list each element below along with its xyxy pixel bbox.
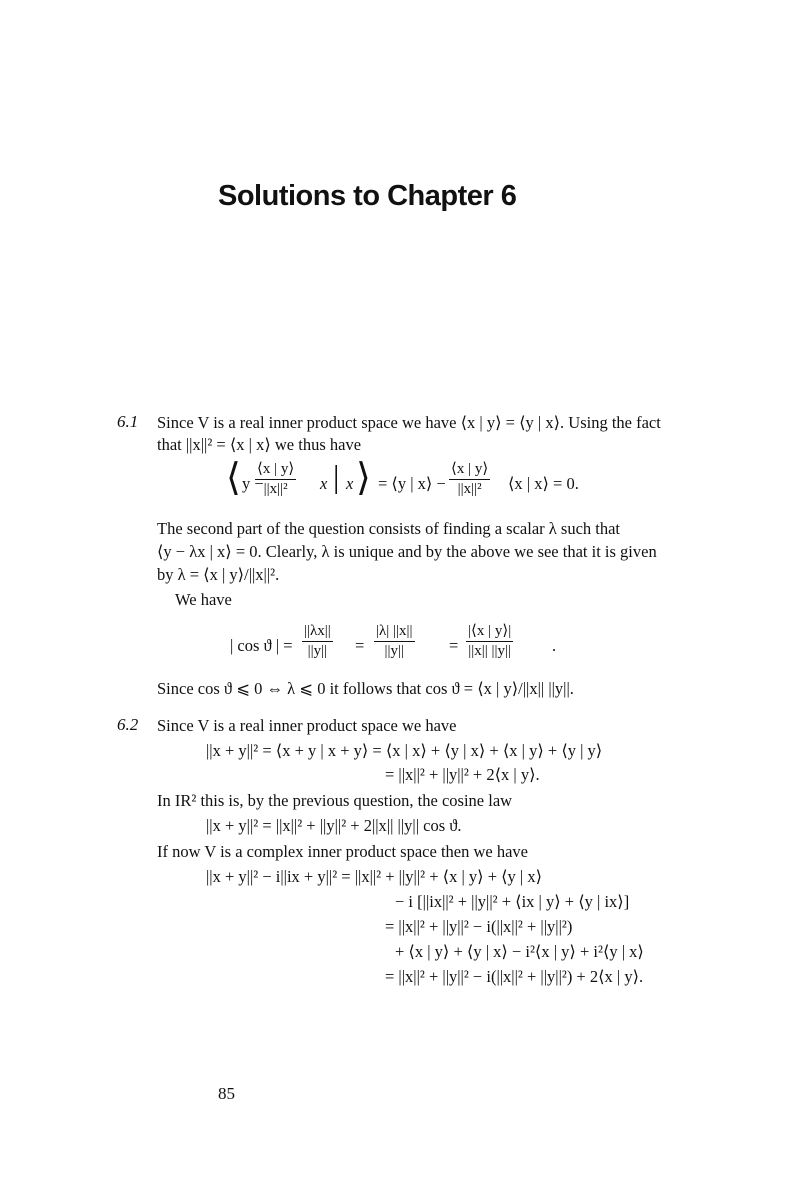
eq1-end: ⟨x | x⟩ = 0. (508, 474, 579, 493)
eq2-period: . (552, 636, 557, 655)
s61-line-1: Since V is a real inner product space we have ⟨x | y⟩ = ⟨y | x⟩. Using the fact (157, 413, 661, 432)
s61-line-7: Since cos ϑ ⩽ 0 ⇔ λ ⩽ 0 it follows that cos ϑ = ⟨x | y⟩/||x|| ||y||. (157, 679, 574, 698)
eq1-x-mid: x (320, 474, 328, 493)
eq1-open-bracket: ⟨ (226, 457, 241, 499)
eq1-close-bracket: ⟩ (356, 457, 371, 499)
eq1-frac2-denominator: ||x||² (457, 481, 482, 497)
eq2-fraction-2 (374, 622, 415, 661)
s62-equation-3e: = ||x||² + ||y||² − i(||x||² + ||y||²) + 2⟨x | y⟩. (385, 967, 644, 986)
solution-number-6-1: 6.1 (117, 412, 139, 431)
eq1-bar: | (333, 458, 340, 494)
s61-line-3: The second part of the question consists of finding a scalar λ such that (157, 519, 621, 538)
chapter-title: Solutions to Chapter 6 (218, 180, 517, 212)
eq2-f1-denominator: ||y|| (307, 643, 328, 659)
s61-line-4: ⟨y − λx | x⟩ = 0. Clearly, λ is unique and by the above we see that it is given (157, 542, 657, 561)
s62-equation-1a: ||x + y||² = ⟨x + y | x + y⟩ = ⟨x | x⟩ + ⟨y | x⟩ + ⟨x | y⟩ + ⟨y | y⟩ (206, 741, 603, 760)
s62-equation-1b: = ||x||² + ||y||² + 2⟨x | y⟩. (385, 765, 540, 784)
eq2-equals-b: = (449, 636, 459, 655)
eq2-f2-denominator: ||y|| (384, 643, 405, 659)
eq1-frac1-numerator: ⟨x | y⟩ (255, 460, 296, 480)
s62-line-3: If now V is a complex inner product space then we have (157, 842, 528, 861)
eq1-frac2-numerator: ⟨x | y⟩ (449, 460, 490, 480)
eq1-frac1-denominator: ||x||² (263, 481, 288, 497)
s61-line-2: that ||x||² = ⟨x | x⟩ we thus have (157, 435, 362, 454)
s62-equation-3a: ||x + y||² − i||ix + y||² = ||x||² + ||y||² + ⟨x | y⟩ + ⟨y | x⟩ (206, 867, 543, 886)
eq2-f2-numerator: |λ| ||x|| (374, 622, 415, 642)
solution-number-6-2: 6.2 (117, 715, 139, 734)
eq1-y-minus: y − (242, 474, 264, 493)
s62-equation-3d: + ⟨x | y⟩ + ⟨y | x⟩ − i²⟨x | y⟩ + i²⟨y | x⟩ (395, 942, 644, 961)
eq1-fraction-2 (449, 460, 490, 499)
eq2-f3-numerator: |⟨x | y⟩| (466, 622, 513, 642)
eq2-f1-numerator: ||λx|| (302, 622, 333, 642)
eq2-lhs: | cos ϑ | = (230, 636, 293, 655)
eq1-x-end: x (346, 474, 354, 493)
s62-equation-3c: = ||x||² + ||y||² − i(||x||² + ||y||²) (385, 917, 573, 936)
eq1-middle: = ⟨y | x⟩ − (378, 474, 446, 493)
s62-line-1: Since V is a real inner product space we have (157, 716, 457, 735)
eq2-fraction-1 (302, 622, 333, 661)
eq2-equals-a: = (355, 636, 365, 655)
s62-equation-2: ||x + y||² = ||x||² + ||y||² + 2||x|| ||y|| cos ϑ. (206, 816, 462, 835)
eq1-fraction-1 (255, 460, 296, 499)
s62-line-2: In IR² this is, by the previous question, the cosine law (157, 791, 513, 810)
s61-line-6: We have (175, 590, 232, 609)
s61-line-5: by λ = ⟨x | y⟩/||x||². (157, 565, 280, 584)
page-number: 85 (218, 1084, 235, 1103)
s62-equation-3b: − i [||ix||² + ||y||² + ⟨ix | y⟩ + ⟨y | ix⟩] (395, 892, 630, 911)
eq2-f3-denominator: ||x|| ||y|| (468, 643, 511, 659)
eq2-fraction-3 (466, 622, 513, 661)
